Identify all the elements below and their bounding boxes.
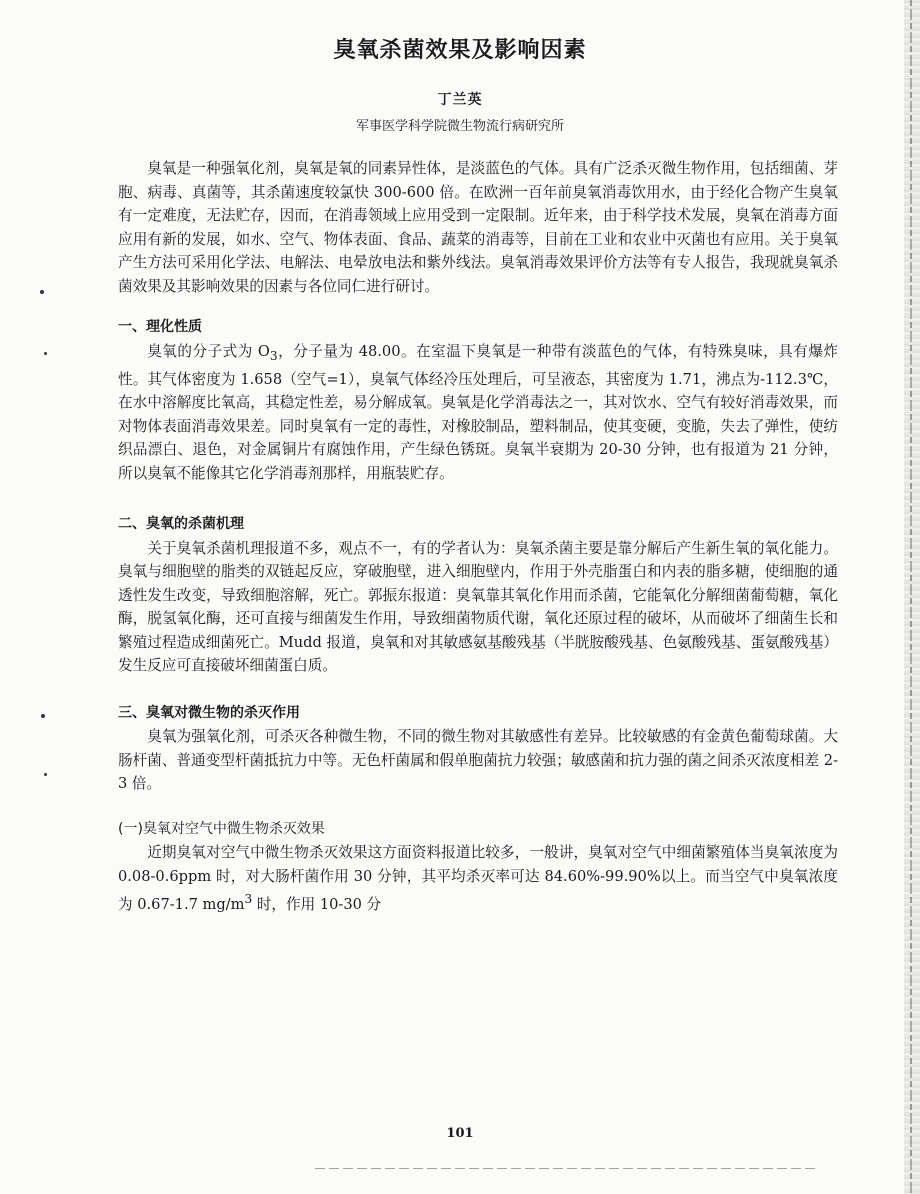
scan-speck: [40, 290, 44, 294]
properties-text-a: 臭氧的分子式为 O: [147, 342, 270, 360]
air-text-a: 近期臭氧对空气中微生物杀灭效果这方面资料报道比较多，一般讲，臭氧对空气中细菌繁殖体当臭氧浓度为 0.08-0.6ppm 时，对大肠杆菌作用 30 分钟，其平均杀灭率可达 84.60%-99.90%以上。而当空气中臭氧浓度为 0.67-1.7 mg/m: [118, 844, 838, 914]
scan-speck: [44, 773, 47, 776]
killing-effect-paragraph: 臭氧为强氧化剂，可杀灭各种微生物，不同的微生物对其敏感性有差异。比较敏感的有金黄色葡萄球菌。大肠杆菌、普通变型杆菌抵抗力中等。无色杆菌属和假单胞菌抗力较强；敏感菌和抗力强的菌之间杀灭浓度相差 2-3 倍。: [118, 728, 838, 793]
page-number: 101: [446, 1126, 474, 1141]
scan-edge-line: [910, 0, 912, 1194]
air-text-b: 时，作用 10-30 分: [252, 896, 382, 914]
properties-text-b: ，分子量为 48.00。在室温下臭氧是一种带有淡蓝色的气体，有特殊臭味，具有爆炸性。其气体密度为 1.658（空气=1），臭氧气体经冷压处理后，可呈液态，其密度为 1.71，沸点为-112.3℃，在水中溶解度比氧高，其稳定性差，易分解成氧。臭氧是化学消毒法之一，其对饮水、空气有较好消毒效果，而对物体表面消毒效果差。同时臭氧有一定的毒性，对橡胶制品，塑料制品，使其变硬，变脆，失去了弹性，使纺织品漂白、退色，对金属铜片有腐蚀作用，产生绿色锈斑。臭氧半衰期为 20-30 分钟，也有报道为 21 分钟，所以臭氧不能像其它化学消毒剂那样，用瓶装贮存。: [118, 342, 839, 482]
article-title: 臭氧杀菌效果及影响因素: [333, 38, 587, 63]
properties-paragraph: [118, 340, 838, 486]
unit-superscript: 3: [244, 892, 253, 907]
intro-paragraph: 臭氧是一种强氧化剂，臭氧是氧的同素异性体，是淡蓝色的气体。具有广泛杀灭微生物作用，包括细菌、芽胞、病毒、真菌等，其杀菌速度较氯快 300-600 倍。在欧洲一百年前臭氧消毒饮用水，由于经化合物产生臭氧有一定难度，无法贮存，因而，在消毒领域上应用受到一定限制。近年来，由于科学技术发展，臭氧在消毒方面应用有新的发展，如水、空气、物体表面、食品、蔬菜的消毒等，目前在工业和农业中灭菌也有应用。关于臭氧产生方法可采用化学法、电解法、电晕放电法和紫外线法。臭氧消毒效果评价方法等有专人报告，我现就臭氧杀菌效果及其影响效果的因素与各位同仁进行研讨。: [118, 160, 838, 295]
author-name: 丁兰英: [437, 92, 483, 108]
mechanism-paragraph: 关于臭氧杀菌机理报道不多，观点不一，有的学者认为：臭氧杀菌主要是靠分解后产生新生氧的氧化能力。臭氧与细胞壁的脂类的双链起反应，穿破胞壁，进入细胞壁内，作用于外壳脂蛋白和内表的脂多糖，使细胞的通透性发生改变，导致细胞溶解，死亡。郭振东报道：臭氧靠其氧化作用而杀菌，它能氧化分解细菌葡萄糖，氧化酶，脱氢氧化酶，还可直接与细菌发生作用，导致细菌物质代谢，氧化还原过程的破坏，从而破坏了细菌生长和繁殖过程造成细菌死亡。Mudd 报道，臭氧和对其敏感氨基酸残基（半胱胺酸残基、色氨酸残基、蛋氨酸残基）发生反应可直接破坏细菌蛋白质。: [118, 539, 838, 675]
air-paragraph: [118, 841, 838, 916]
formula-subscript: 3: [269, 348, 278, 363]
scan-speck: [41, 714, 45, 718]
article-body: [118, 157, 838, 917]
author-affiliation: 军事医学科学院微生物流行病研究所: [355, 119, 564, 134]
subsection-heading-air: (一)臭氧对空气中微生物杀灭效果: [118, 820, 325, 837]
footer-rule: [315, 1168, 815, 1169]
section-heading-mechanism: 二、臭氧的杀菌机理: [118, 516, 244, 533]
scan-speck: [44, 352, 47, 355]
scan-edge-shadow: [904, 0, 920, 1194]
section-heading-properties: 一、理化性质: [118, 319, 202, 335]
section-heading-killing-effect: 三、臭氧对微生物的杀灭作用: [118, 704, 300, 721]
